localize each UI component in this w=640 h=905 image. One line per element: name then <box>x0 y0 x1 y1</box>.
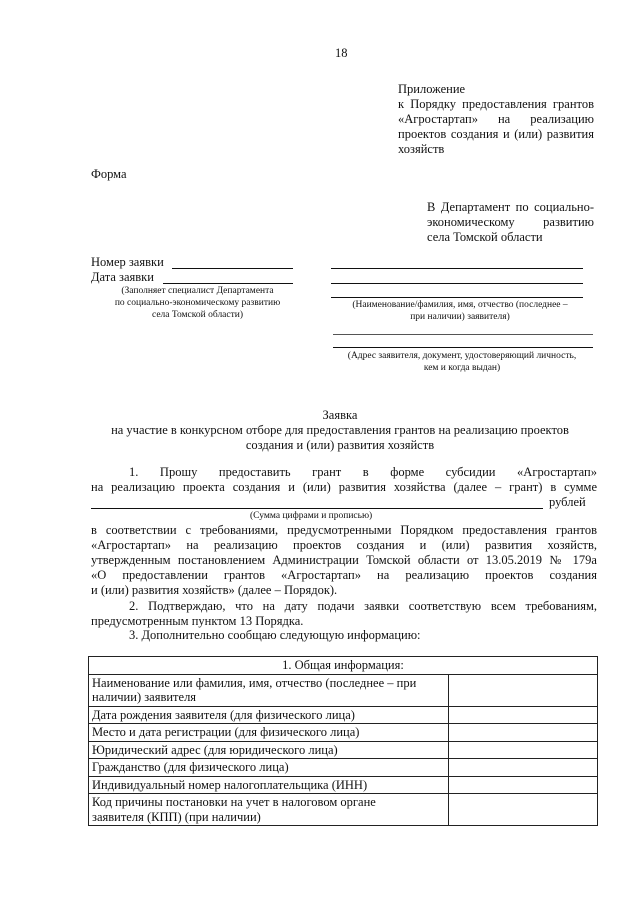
registration-note-line: села Томской области) <box>151 310 244 320</box>
registration-note <box>95 285 300 321</box>
page-number: 18 <box>335 46 348 60</box>
paragraph-1-continued <box>91 523 597 598</box>
appendix-block <box>398 82 594 157</box>
caption-line: (Адрес заявителя, документ, удостоверяющий личность, <box>347 351 577 361</box>
appendix-line: хозяйств <box>398 142 445 156</box>
application-date-label: Дата заявки <box>91 270 154 284</box>
row-label: Индивидуальный номер налогоплательщика (ИНН) <box>89 776 449 794</box>
paragraph-line: «Агростартап» на реализацию проектов создания и (или) развития хозяйств, <box>91 538 597 552</box>
applicant-name-field[interactable] <box>331 283 583 284</box>
row-label: Код причины постановки на учет в налоговом органе заявителя (КПП) (при наличии) <box>89 794 449 826</box>
table-row <box>89 794 598 826</box>
section-title: 1. Общая информация: <box>89 657 598 675</box>
addressee-line: экономическому развитию <box>427 215 594 229</box>
appendix-line: проектов создания и (или) развития <box>398 127 594 141</box>
row-value-cell[interactable] <box>449 724 598 742</box>
caption-line: при наличии) заявителя) <box>410 312 510 322</box>
paragraph-line: утвержденным постановлением Администрации Томской области от 13.05.2019 № 179а <box>91 553 597 567</box>
paragraph-2 <box>91 599 597 629</box>
table-row <box>89 776 598 794</box>
applicant-name-field[interactable] <box>331 297 583 298</box>
row-value-cell[interactable] <box>449 794 598 826</box>
general-info-table <box>88 656 598 826</box>
applicant-address-caption <box>326 350 598 374</box>
row-label: Юридический адрес (для юридического лица) <box>89 741 449 759</box>
paragraph-3: 3. Дополнительно сообщаю следующую информацию: <box>129 628 421 642</box>
registration-note-line: (Заполняет специалист Департамента <box>121 286 274 296</box>
row-label: Гражданство (для физического лица) <box>89 759 449 777</box>
paragraph-1 <box>91 465 597 495</box>
row-value-cell[interactable] <box>449 759 598 777</box>
addressee-line: села Томской области <box>427 230 543 244</box>
heading-line: создания и (или) развития хозяйств <box>245 438 435 452</box>
application-date-field[interactable] <box>163 283 293 284</box>
applicant-address-field[interactable] <box>333 334 593 335</box>
heading-line: на участие в конкурсном отборе для предоставления грантов на реализацию проектов <box>111 423 569 437</box>
appendix-title: Приложение <box>398 82 466 96</box>
application-number-field[interactable] <box>172 268 293 269</box>
table-section-header <box>89 657 598 675</box>
caption-line: (Наименование/фамилия, имя, отчество (последнее – <box>352 300 568 310</box>
paragraph-line: и (или) развития хозяйств» (далее – Порядок). <box>91 583 338 597</box>
paragraph-line: в соответствии с требованиями, предусмотренными Порядком предоставления грантов <box>91 523 597 537</box>
applicant-name-field[interactable] <box>331 268 583 269</box>
row-label: Место и дата регистрации (для физического лица) <box>89 724 449 742</box>
sum-caption: (Сумма цифрами и прописью) <box>250 511 373 521</box>
paragraph-line: 2. Подтверждаю, что на дату подачи заявки соответствую всем требованиям, <box>129 599 597 613</box>
form-label: Форма <box>91 167 127 181</box>
applicant-name-caption <box>326 299 594 323</box>
paragraph-line: на реализацию проекта создания и (или) развития хозяйства (далее – грант) в сумме <box>91 480 597 494</box>
appendix-line: «Агростартап» на реализацию <box>398 112 594 126</box>
appendix-line: к Порядку предоставления грантов <box>398 97 594 111</box>
table-row <box>89 674 598 706</box>
application-number-label: Номер заявки <box>91 255 164 269</box>
paragraph-line: «О предоставлении грантов «Агростартап» на реализацию проектов создания <box>91 568 597 582</box>
row-label: Дата рождения заявителя (для физического лица) <box>89 706 449 724</box>
row-value-cell[interactable] <box>449 706 598 724</box>
paragraph-line: 1. Прошу предоставить грант в форме субсидии «Агростартап» <box>129 465 597 479</box>
addressee-line: В Департамент по социально- <box>427 200 594 214</box>
registration-note-line: по социально-экономическому развитию <box>114 298 281 308</box>
table-row <box>89 724 598 742</box>
applicant-address-field[interactable] <box>333 347 593 348</box>
rubles-label: рублей <box>549 495 586 509</box>
paragraph-line: предусмотренным пунктом 13 Порядка. <box>91 614 304 628</box>
row-value-cell[interactable] <box>449 741 598 759</box>
row-value-cell[interactable] <box>449 776 598 794</box>
addressee-block <box>427 200 594 245</box>
row-label: Наименование или фамилия, имя, отчество (последнее – при наличии) заявителя <box>89 674 449 706</box>
table-row <box>89 741 598 759</box>
table-row <box>89 759 598 777</box>
row-value-cell[interactable] <box>449 674 598 706</box>
heading-title: Заявка <box>322 408 358 422</box>
table-row <box>89 706 598 724</box>
caption-line: кем и когда выдан) <box>423 363 501 373</box>
document-heading <box>85 408 595 453</box>
grant-sum-field[interactable] <box>91 508 543 509</box>
